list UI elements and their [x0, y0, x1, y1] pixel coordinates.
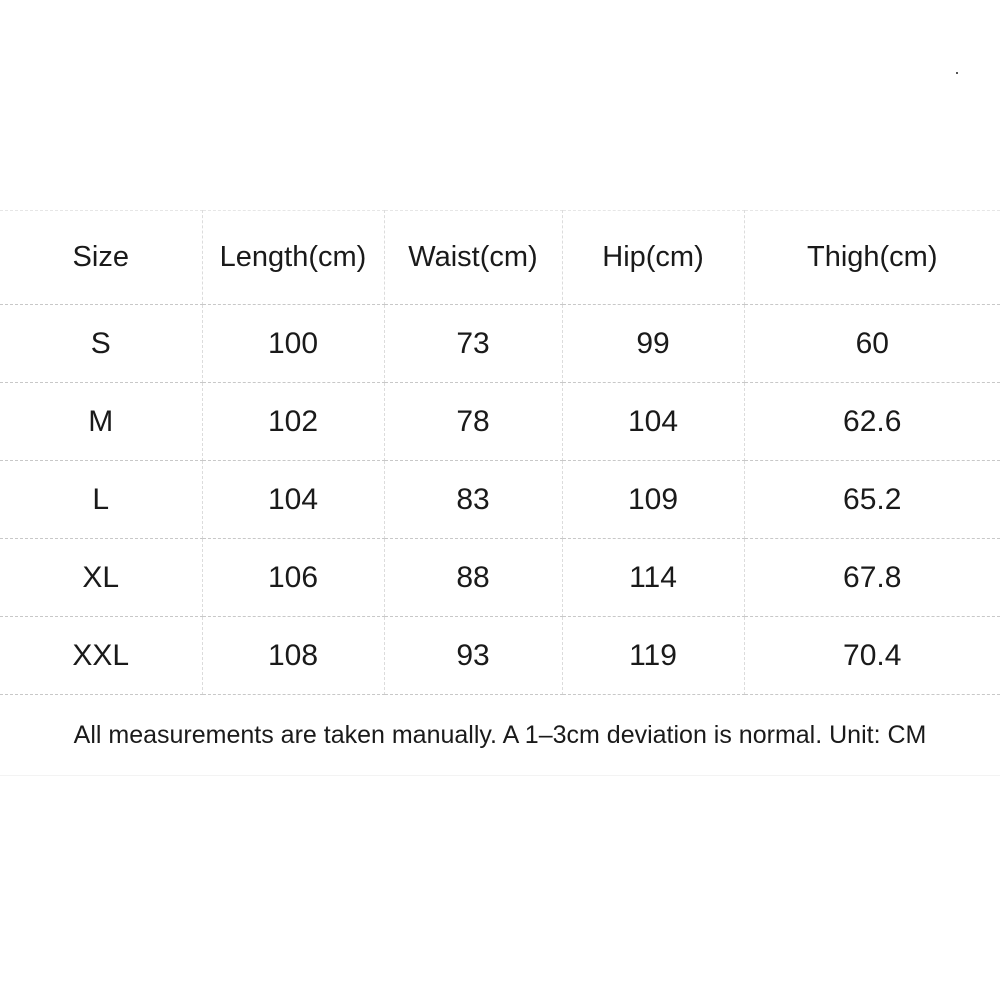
table-row: [0, 305, 1000, 383]
length-cell: 108: [202, 617, 384, 695]
size-cell: L: [0, 461, 202, 539]
table-row: [0, 617, 1000, 695]
waist-cell: 78: [384, 383, 562, 461]
header-waist: Waist(cm): [384, 211, 562, 305]
size-chart: [0, 210, 1000, 776]
table-row: [0, 383, 1000, 461]
thigh-cell: 60: [744, 305, 1000, 383]
waist-cell: 93: [384, 617, 562, 695]
header-row: [0, 211, 1000, 305]
header-thigh: Thigh(cm): [744, 211, 1000, 305]
stray-dot: [956, 72, 958, 74]
length-cell: 106: [202, 539, 384, 617]
size-cell: M: [0, 383, 202, 461]
size-cell: XXL: [0, 617, 202, 695]
table-row: [0, 539, 1000, 617]
table-row: [0, 461, 1000, 539]
length-cell: 100: [202, 305, 384, 383]
header-hip: Hip(cm): [562, 211, 744, 305]
waist-cell: 88: [384, 539, 562, 617]
thigh-cell: 65.2: [744, 461, 1000, 539]
measurement-note: All measurements are taken manually. A 1–3cm deviation is normal. Unit: CM: [0, 695, 1000, 776]
header-size: Size: [0, 211, 202, 305]
waist-cell: 83: [384, 461, 562, 539]
thigh-cell: 67.8: [744, 539, 1000, 617]
hip-cell: 99: [562, 305, 744, 383]
hip-cell: 109: [562, 461, 744, 539]
size-cell: XL: [0, 539, 202, 617]
length-cell: 102: [202, 383, 384, 461]
length-cell: 104: [202, 461, 384, 539]
hip-cell: 104: [562, 383, 744, 461]
thigh-cell: 62.6: [744, 383, 1000, 461]
size-cell: S: [0, 305, 202, 383]
hip-cell: 114: [562, 539, 744, 617]
header-length: Length(cm): [202, 211, 384, 305]
thigh-cell: 70.4: [744, 617, 1000, 695]
hip-cell: 119: [562, 617, 744, 695]
size-table: [0, 210, 1000, 695]
waist-cell: 73: [384, 305, 562, 383]
